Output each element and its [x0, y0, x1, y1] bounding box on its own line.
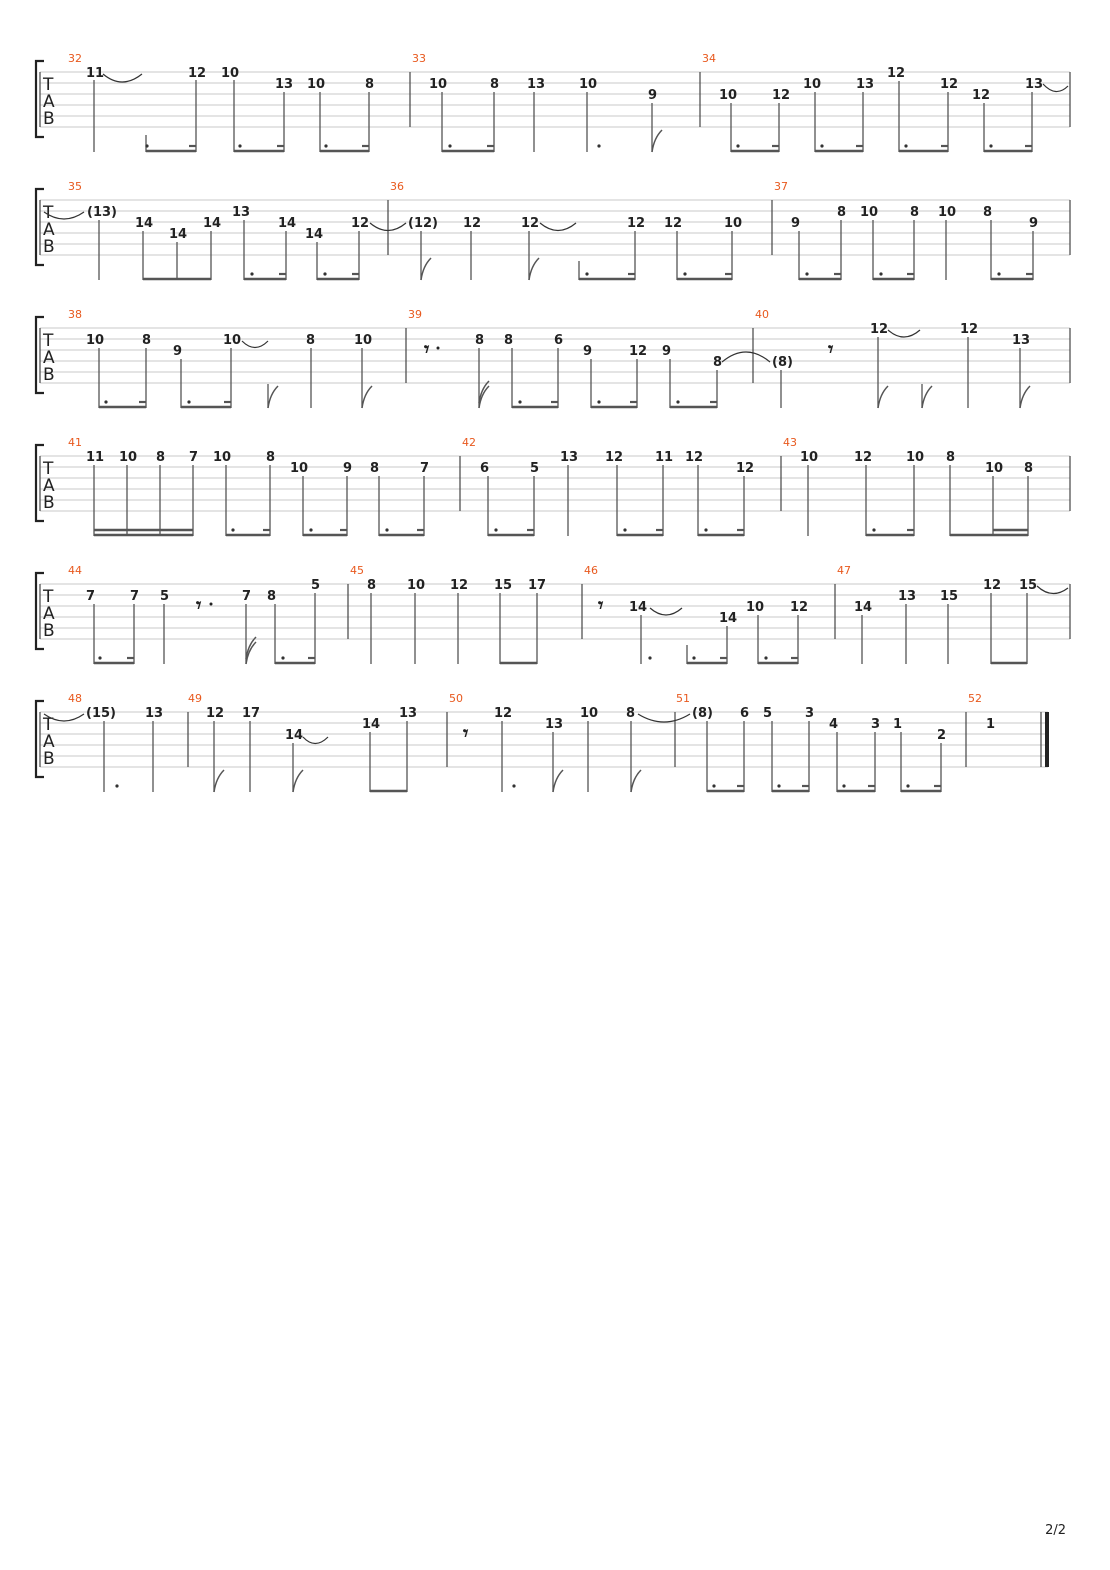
page-number: 2/2 [1045, 1523, 1066, 1538]
fret-number: 12 [605, 450, 624, 465]
notation-dot [989, 144, 992, 147]
fret-number: 14 [278, 216, 297, 231]
notation-curve [303, 737, 328, 744]
notation-dot [597, 144, 600, 147]
notation-dot [764, 656, 767, 659]
notation-dot [997, 272, 1000, 275]
notation-curve [922, 386, 932, 408]
measure-number: 45 [350, 564, 364, 577]
tab-clef-b: B [43, 365, 55, 385]
tab-system-3 [36, 308, 1070, 408]
notation-glyph: 𝄾 [463, 721, 469, 745]
fret-number: 8 [475, 333, 485, 348]
notation-dot [585, 272, 588, 275]
fret-number: 8 [946, 450, 956, 465]
notation-dot [187, 400, 190, 403]
notation-dot [145, 144, 148, 147]
measure-number: 51 [676, 692, 690, 705]
notation-curve [638, 714, 690, 722]
flags [246, 637, 256, 664]
fret-number: 13 [145, 706, 164, 721]
fret-number: 9 [662, 344, 672, 359]
fret-number: 10 [938, 205, 957, 220]
rests [463, 721, 469, 745]
fret-number: 1 [986, 717, 996, 732]
fret-number: 8 [306, 333, 316, 348]
notation-dot [712, 784, 715, 787]
measure-number: 49 [188, 692, 202, 705]
tab-clef-b: B [43, 237, 55, 257]
notation-curve [421, 258, 431, 280]
measure-number: 44 [68, 564, 82, 577]
notation-curve [362, 386, 372, 408]
fret-number: 15 [494, 578, 513, 593]
measure-number: 42 [462, 436, 476, 449]
fret-number: 8 [266, 450, 276, 465]
measure-number: 35 [68, 180, 82, 193]
measure-number: 43 [783, 436, 797, 449]
notation-dot [323, 272, 326, 275]
notation-curve [631, 770, 641, 792]
dots [145, 144, 992, 147]
fret-number: 8 [365, 77, 375, 92]
flag [652, 130, 662, 152]
fret-number: (12) [408, 216, 438, 231]
fret-number: 12 [772, 88, 791, 103]
notation-curve [242, 341, 268, 348]
fret-number: 9 [173, 344, 183, 359]
fret-number: 12 [790, 600, 809, 615]
notation-glyph: 𝄾 [598, 593, 604, 617]
fret-number: 14 [719, 611, 738, 626]
fret-number: 10 [860, 205, 879, 220]
fret-numbers [86, 450, 1033, 476]
tab-clef-t: T [43, 459, 54, 479]
tab-clef-b: B [43, 109, 55, 129]
fret-number: 13 [545, 717, 564, 732]
notation-curve [293, 770, 303, 792]
dots [115, 784, 909, 787]
fret-number: 10 [719, 88, 738, 103]
flags [214, 770, 641, 792]
fret-number: 14 [135, 216, 154, 231]
measure-number: 47 [837, 564, 851, 577]
fret-number: 8 [367, 578, 377, 593]
notation-dot [115, 784, 118, 787]
notation-curve [103, 74, 142, 82]
fret-number: 12 [627, 216, 646, 231]
tab-system-1 [36, 52, 1070, 152]
notation-glyph: 𝄾 [828, 337, 834, 361]
fret-number: 13 [399, 706, 418, 721]
notation-dot [494, 528, 497, 531]
notation-dot [704, 528, 707, 531]
notation-curve [888, 330, 920, 337]
fret-number: 9 [791, 216, 801, 231]
notation-dot [238, 144, 241, 147]
tab-clef-t: T [43, 587, 54, 607]
measure-number: 41 [68, 436, 82, 449]
fret-number: 11 [86, 66, 105, 81]
fret-number: (15) [86, 706, 116, 721]
notation-dot [692, 656, 695, 659]
fret-number: 12 [188, 66, 207, 81]
fret-number: 10 [429, 77, 448, 92]
fret-number: 7 [242, 589, 252, 604]
tab-clef-t: T [43, 331, 54, 351]
measure-number: 46 [584, 564, 598, 577]
notation-dot [210, 603, 213, 606]
notation-dot [777, 784, 780, 787]
notation-dot [98, 656, 101, 659]
notation-dot [309, 528, 312, 531]
fret-number: 10 [221, 66, 240, 81]
fret-number: 12 [870, 322, 889, 337]
fret-number: 12 [206, 706, 225, 721]
fret-number: 8 [837, 205, 847, 220]
dots [104, 400, 679, 403]
notation-dot [736, 144, 739, 147]
notation-dot [623, 528, 626, 531]
fret-number: 17 [528, 578, 547, 593]
fret-number: 13 [1025, 77, 1044, 92]
measure-number: 36 [390, 180, 404, 193]
fret-number: 12 [664, 216, 683, 231]
fret-number: 12 [521, 216, 540, 231]
tab-system-2 [36, 180, 1070, 280]
notation-dot [104, 400, 107, 403]
tab-system-6 [36, 692, 1049, 792]
fret-number: 5 [311, 578, 321, 593]
fret-number: 10 [906, 450, 925, 465]
ties [242, 330, 920, 362]
fret-number: 13 [275, 77, 294, 92]
barlines [40, 712, 1041, 767]
fret-number: 5 [763, 706, 773, 721]
fret-number: 8 [142, 333, 152, 348]
fret-number: 3 [805, 706, 815, 721]
notation-dot [904, 144, 907, 147]
fret-number: 12 [854, 450, 873, 465]
tab-clef-a: A [43, 732, 55, 752]
notation-dot [597, 400, 600, 403]
fret-number: 7 [86, 589, 96, 604]
fret-number: 14 [629, 600, 648, 615]
measure-number: 33 [412, 52, 426, 65]
notation-curve [1043, 84, 1068, 92]
measure-number: 37 [774, 180, 788, 193]
fret-number: 13 [898, 589, 917, 604]
fret-number: 2 [937, 728, 947, 743]
notation-curve [540, 223, 576, 231]
measure-number: 48 [68, 692, 82, 705]
fret-number: 7 [189, 450, 199, 465]
notation-dot [906, 784, 909, 787]
fret-number: 13 [856, 77, 875, 92]
notation-dot [805, 272, 808, 275]
notation-dot [676, 400, 679, 403]
fret-number: 10 [407, 578, 426, 593]
fret-number: 8 [713, 355, 723, 370]
notation-curve [650, 608, 682, 615]
notation-dot [324, 144, 327, 147]
fret-number: 12 [887, 66, 906, 81]
fret-number: 13 [1012, 333, 1031, 348]
fret-number: 8 [1024, 461, 1034, 476]
fret-number: 3 [871, 717, 881, 732]
tab-clef-t: T [43, 715, 54, 735]
fret-number: 8 [267, 589, 277, 604]
tab-clef-b: B [43, 749, 55, 769]
fret-number: 11 [655, 450, 674, 465]
fret-number: 14 [854, 600, 873, 615]
fret-number: 11 [86, 450, 105, 465]
fret-number: 9 [648, 88, 658, 103]
fret-number: 15 [940, 589, 959, 604]
fret-number: (13) [87, 205, 117, 220]
fret-number: 13 [527, 77, 546, 92]
fret-number: 6 [740, 706, 750, 721]
tab-clef-b: B [43, 621, 55, 641]
flags [268, 381, 1030, 408]
fret-number: 12 [972, 88, 991, 103]
fret-number: 12 [983, 578, 1002, 593]
fret-number: 12 [736, 461, 755, 476]
fret-number: 12 [960, 322, 979, 337]
fret-number: 4 [829, 717, 839, 732]
fret-number: 14 [285, 728, 304, 743]
notation-dot [648, 656, 651, 659]
fret-numbers [86, 578, 1037, 626]
tab-clef-t: T [43, 75, 54, 95]
dots [250, 272, 1000, 275]
fret-number: 10 [803, 77, 822, 92]
fret-number: 14 [169, 227, 188, 242]
notation-curve [878, 386, 888, 408]
rests [196, 593, 604, 617]
notation-glyph: 𝄾 [424, 337, 430, 361]
fret-number: 12 [351, 216, 370, 231]
notation-dot [683, 272, 686, 275]
notation-curve [214, 770, 224, 792]
measure-number: 39 [408, 308, 422, 321]
fret-number: 10 [580, 706, 599, 721]
measure-number: 52 [968, 692, 982, 705]
fret-number: 8 [983, 205, 993, 220]
fret-number: 10 [213, 450, 232, 465]
notation-glyph: 𝄾 [196, 593, 202, 617]
fret-number: 8 [910, 205, 920, 220]
notation-dot [437, 347, 440, 350]
notation-dot [518, 400, 521, 403]
fret-number: 10 [223, 333, 242, 348]
measure-number: 38 [68, 308, 82, 321]
tab-system-5 [36, 564, 1070, 664]
fret-number: 14 [305, 227, 324, 242]
fret-number: 6 [480, 461, 490, 476]
fret-number: 5 [160, 589, 170, 604]
fret-number: 12 [450, 578, 469, 593]
notation-dot [879, 272, 882, 275]
tab-clef-b: B [43, 493, 55, 513]
notation-dot [820, 144, 823, 147]
flags [421, 258, 539, 280]
fret-number: 14 [203, 216, 222, 231]
fret-number: 10 [354, 333, 373, 348]
fret-number: 10 [746, 600, 765, 615]
fret-number: 8 [370, 461, 380, 476]
tab-clef-a: A [43, 220, 55, 240]
fret-number: 1 [893, 717, 903, 732]
fret-number: 12 [494, 706, 513, 721]
tab-clef-a: A [43, 92, 55, 112]
fret-number: 12 [463, 216, 482, 231]
fret-number: 10 [579, 77, 598, 92]
fret-number: 14 [362, 717, 381, 732]
fret-number: 8 [504, 333, 514, 348]
fret-number: 6 [554, 333, 564, 348]
notation-curve [529, 258, 539, 280]
fret-number: 10 [307, 77, 326, 92]
notation-dot [448, 144, 451, 147]
fret-number: 10 [119, 450, 138, 465]
notation-curve [553, 770, 563, 792]
fret-number: 17 [242, 706, 261, 721]
notation-dot [512, 784, 515, 787]
fret-number: 10 [86, 333, 105, 348]
fret-number: 9 [1029, 216, 1039, 231]
fret-number: 10 [800, 450, 819, 465]
fret-number: 13 [232, 205, 251, 220]
fret-number: 13 [560, 450, 579, 465]
tab-clef-a: A [43, 604, 55, 624]
fret-number: (8) [772, 355, 793, 370]
fret-number: 12 [940, 77, 959, 92]
fret-number: 9 [583, 344, 593, 359]
fret-number: 9 [343, 461, 353, 476]
fret-number: 8 [156, 450, 166, 465]
measure-number: 32 [68, 52, 82, 65]
fret-number: 7 [420, 461, 430, 476]
fret-number: 10 [985, 461, 1004, 476]
notation-curve [1020, 386, 1030, 408]
measure-number: 34 [702, 52, 716, 65]
fret-number: 10 [724, 216, 743, 231]
fret-number: 8 [490, 77, 500, 92]
measure-number: 50 [449, 692, 463, 705]
notation-dot [250, 272, 253, 275]
notation-dot [385, 528, 388, 531]
final-barline [1045, 712, 1049, 767]
notation-dot [872, 528, 875, 531]
fret-number: 10 [290, 461, 309, 476]
fret-number: 12 [629, 344, 648, 359]
fret-number: 15 [1019, 578, 1038, 593]
notation-dot [842, 784, 845, 787]
fret-number: 12 [685, 450, 704, 465]
tab-clef-t: T [43, 203, 54, 223]
dots [98, 656, 767, 659]
dots [231, 528, 875, 531]
notation-dot [281, 656, 284, 659]
notation-dot [231, 528, 234, 531]
fret-number: 7 [130, 589, 140, 604]
measure-number: 40 [755, 308, 769, 321]
notation-curve [268, 386, 278, 408]
notation-curve [1037, 586, 1068, 594]
tab-system-4 [36, 436, 1070, 536]
tab-clef-a: A [43, 476, 55, 496]
fret-number: (8) [692, 706, 713, 721]
fret-number: 8 [626, 706, 636, 721]
fret-number: 5 [530, 461, 540, 476]
tab-clef-a: A [43, 348, 55, 368]
